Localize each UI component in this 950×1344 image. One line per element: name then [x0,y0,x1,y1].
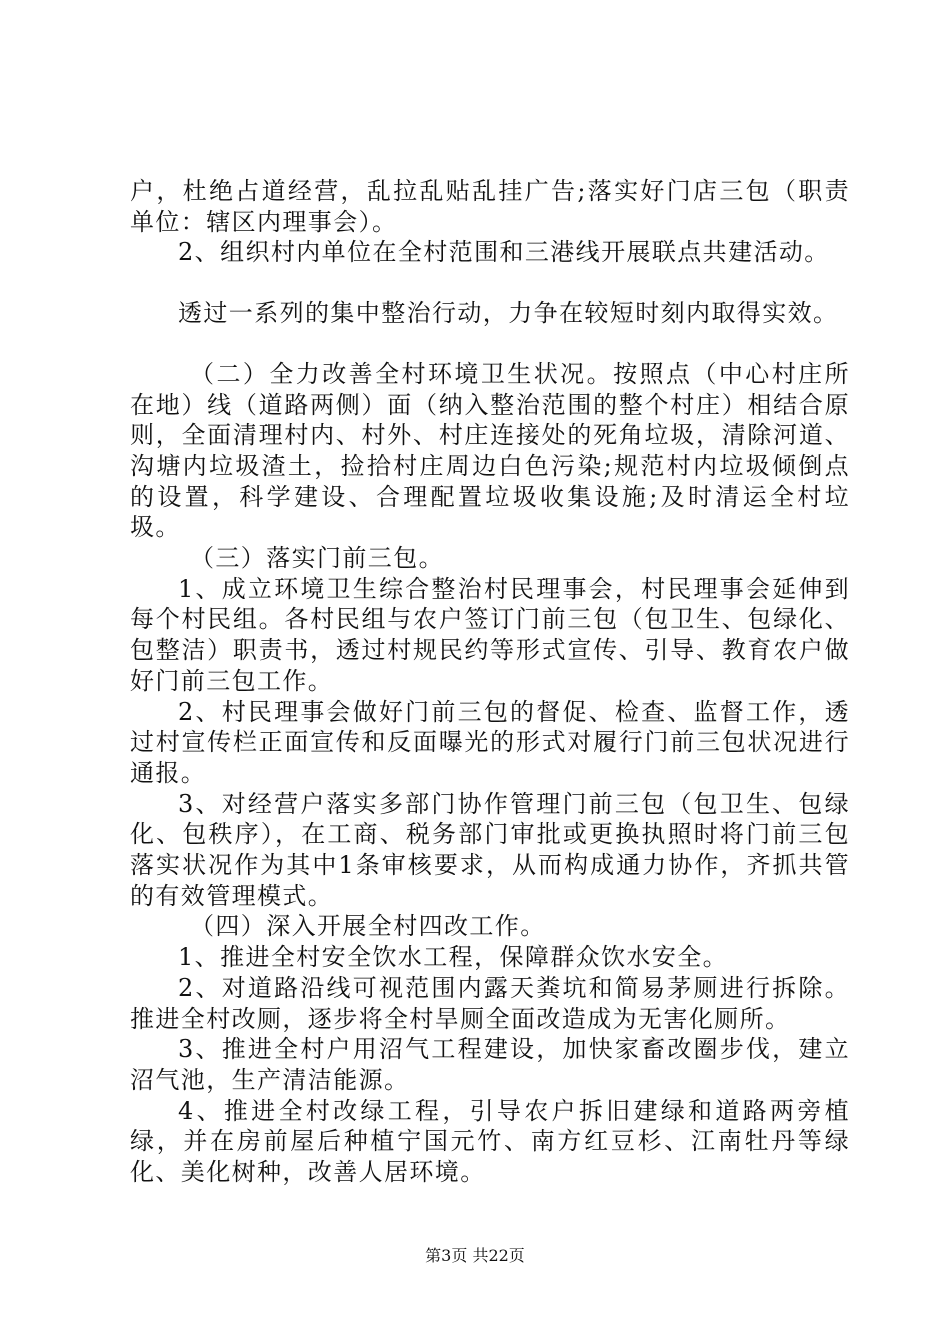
section-heading-2: （二）全力改善全村环境卫生状况。按照点（中心村庄所在地）线（道路两侧）面（纳入整治范围的整个村庄）相结合原则，全面清理村内、村外、村庄连接处的死角垃圾，清除河道、沟塘内垃圾渣土，捡拾村庄周边白色污染;规范村内垃圾倾倒点的设置，科学建设、合理配置垃圾收集设施;及时清运全村垃圾。 [130,359,850,542]
page-number-footer: 第3页 共22页 [425,1246,525,1265]
paragraph-4-1: 1、推进全村安全饮水工程，保障群众饮水安全。 [178,943,729,972]
paragraph-summary: 透过一系列的集中整治行动，力争在较短时刻内取得实效。 [178,299,839,328]
paragraph-3-1: 1、成立环境卫生综合整治村民理事会，村民理事会延伸到每个村民组。各村民组与农户签订门前三包（包卫生、包绿化、包整洁）职责书，透过村规民约等形式宣传、引导、教育农户做好门前三包工作。 [130,574,850,695]
section-heading-4: （四）深入开展全村四改工作。 [190,912,546,941]
paragraph-4-4: 4、推进全村改绿工程，引导农户拆旧建绿和道路两旁植绿，并在房前屋后种植宁国元竹、南方红豆杉、江南牡丹等绿化、美化树种，改善人居环境。 [130,1096,850,1187]
section-heading-3: （三）落实门前三包。 [190,544,444,573]
paragraph-4-3: 3、推进全村户用沼气工程建设，加快家畜改圈步伐，建立沼气池，生产清洁能源。 [130,1035,850,1094]
paragraph-continuation: 户，杜绝占道经营，乱拉乱贴乱挂广告;落实好门店三包（职责单位：辖区内理事会）。 [130,177,850,236]
paragraph-3-2: 2、村民理事会做好门前三包的督促、检查、监督工作，透过村宣传栏正面宣传和反面曝光的形式对履行门前三包状况进行通报。 [130,697,850,787]
paragraph-item-2: 2、组织村内单位在全村范围和三港线开展联点共建活动。 [178,238,830,267]
document-body [130,176,850,1188]
paragraph-4-2: 2、对道路沿线可视范围内露天粪坑和简易茅厕进行拆除。推进全村改厕，逐步将全村旱厕全面改造成为无害化厕所。 [130,973,850,1033]
paragraph-3-3: 3、对经营户落实多部门协作管理门前三包（包卫生、包绿化、包秩序），在工商、税务部门审批或更换执照时将门前三包落实状况作为其中1条审核要求，从而构成通力协作，齐抓共管的有效管理模式。 [130,789,850,910]
